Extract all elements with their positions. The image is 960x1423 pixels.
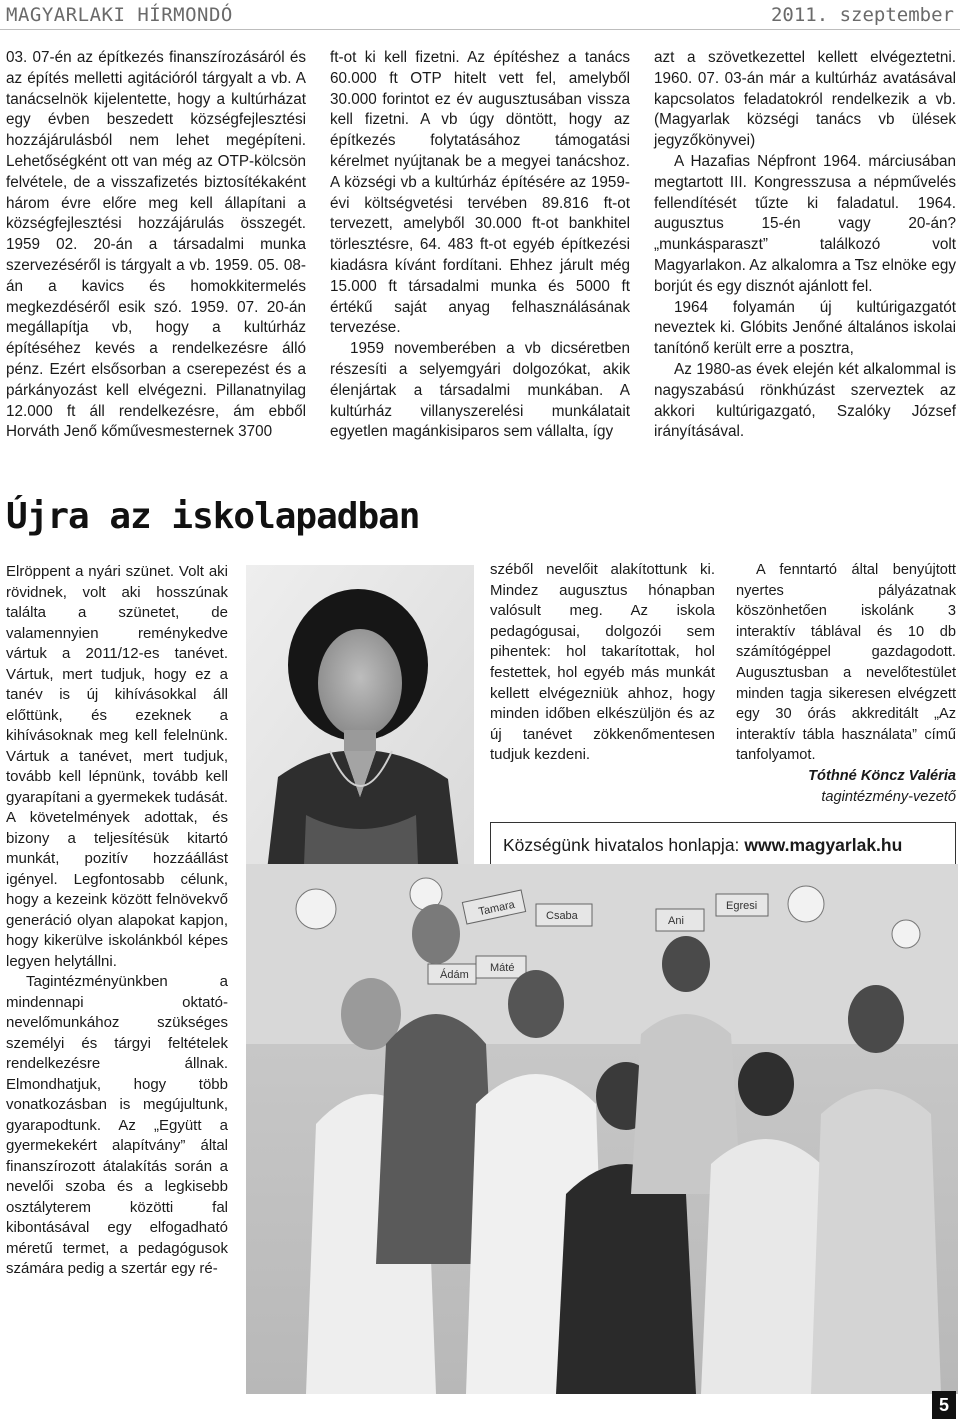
page-number: 5 — [932, 1391, 956, 1419]
author-name: Tóthné Köncz Valéria — [808, 767, 956, 784]
paragraph: azt a szövetkezettel kellett elvégeztetni. 1960. 07. 03-án már a kultúrház avatásával kapcsolatos feladatokról rendelkezik a vb. (Magyarlak községi tanács vb ülések jegyzőkönyvei) — [654, 49, 956, 150]
website-link[interactable]: www.magyarlak.hu — [744, 834, 903, 855]
header-divider — [0, 29, 960, 30]
paragraph: Tagintézményünkben a mindennapi oktató-nevelőmunkához szükséges személyi és tárgyi feltételek rendelkezésre állnak. Elmondhatjuk, hogy több vonatkozásban is megújultunk, gyarapodtunk. Az „Együtt a gyermekekért alapítvány” által finanszírozott átalakítás során a nevelői szoba és a legkisebb osztályterem közötti fal kibontásával egy elfogadható méretű termet, a pedagógusok számára pedig a szertár egy ré- — [6, 973, 228, 1277]
photo-label: Tamara — [477, 898, 516, 919]
photo-label: Ádám — [440, 969, 469, 981]
photo-label: Egresi — [726, 900, 758, 912]
newspaper-title: MAGYARLAKI HÍRMONDÓ — [6, 4, 233, 26]
paragraph: A Hazafias Népfront 1964. márciusában megtartott III. Kongresszusa a népművelés fellendítését tűzte ki faladatul. 1964. augusztus 15-én vagy 20-án? „munkásparaszt” találkozó volt Magyarlakon. Az alkalomra a Tsz elnöke egy borjút és egy disznót ajánlott fel. — [654, 152, 956, 295]
school-article-column-2 — [490, 560, 715, 766]
paragraph: széből nevelőit alakítottunk ki. Mindez augusztus hónapban valósult meg. Az iskola pedagógusai, dolgozói sem pihentek: hol takarítottak, hol festettek, hol egyéb más munkát kellett elvégezniük ahhoz, hogy minden időben elkészüljön és az új tanévet zökkenőmentesen tudjuk kezdeni. — [490, 561, 715, 764]
paragraph: ft-ot ki kell fizetni. Az építéshez a tanács 60.000 ft OTP hitelt vett fel, amelyből 30.000 forintot ez év augusztusában vissza kell fizetni. A vb úgy döntött, hogy az építkezés folytatásához támogatási kérelmet nyújtanak be a megyei tanácshoz. A községi vb a kultúrház építésére az 1959-évi költségvetési tervében 89.816 ft-ot tervezett, amelyből 30.000 ft-ot bankhitel törlesztésre, 64. 483 ft-ot egyéb építkezési kiadásra kívánt fordítani. Ehhez járult még 15.000 ft társadalmi munka és 5000 ft értékű saját anyag felhasználásának tervezése. — [330, 49, 630, 337]
paragraph: 1959 novemberében a vb dicséretben részesíti a selyemgyári dolgozókat, akik élenjártak a társadalmi munkában. A kultúrház villanyszerelési munkálatait egyetlen magánkisiparos sem vállalta, így — [330, 340, 630, 441]
section-title: Újra az iskolapadban — [6, 496, 420, 537]
website-banner — [490, 822, 956, 868]
school-article-column-1 — [6, 562, 228, 1280]
portrait-photo — [246, 565, 474, 879]
paragraph: 1964 folyamán új kultúrigazgatót neveztek ki. Glóbits Jenőné általános iskolai tanítónő került erre a posztra, — [654, 298, 956, 358]
article-column-3 — [654, 48, 956, 443]
article-column-1 — [6, 48, 306, 443]
group-photo — [246, 864, 958, 1394]
school-article-column-3 — [736, 560, 956, 807]
paragraph: A fenntartó által benyújtott nyertes pályázatnak köszönhetően iskolánk 3 interaktív táblával és 10 db számítógéppel gazdagodott. Augusztusban a nevelőtestület minden tagja sikeresen elvégzett egy 30 órás akkreditált „Az interaktív tábla használata” című tanfolyamot. — [736, 562, 956, 764]
photo-label: Máté — [490, 962, 515, 974]
photo-label: Ani — [668, 915, 684, 927]
issue-date: 2011. szeptember — [770, 4, 954, 26]
paragraph: 03. 07-én az építkezés finanszírozásáról és az építés melletti agitációról tárgyalt a vb. A tanácselnök kijelentette, hogy a kultúrházat egy évben beszedett községfejlesztési hozzájárulásból nem lehet megépíteni. Lehetőségként ott van még az OTP-kölcsön felvétele, de a visszafizetés biztosítékaként három évre előre meg kell állapítani a községfejlesztési hozzájárulás összegét. 1959 02. 20-án a társadalmi munka szervezéséről is tárgyalt a vb. 1959. 05. 08-án a kavics és homokkitermelés megkezdéséről esik szó. 1959. 07. 20-án megállapítja vb, hogy a kultúrház építéséhez kevés a rendelkezésre álló pénz. Ezért elsősorban a cserepezést és a párkányozást kell elvégezni. Pillanatnyilag 12.000 ft áll rendelkezésre, ám ebből Horváth Jenő kőművesmesternek 3700 — [6, 49, 306, 441]
photo-label: Csaba — [546, 910, 578, 922]
article-column-2 — [330, 48, 630, 443]
website-label: Községünk hivatalos honlapja: — [503, 834, 740, 855]
paragraph: Elröppent a nyári szünet. Volt aki rövidnek, volt aki hosszúnak találta a szünetet, de valamennyien reménykedve vártuk a 2011/12-es tanévet. Vártuk, mert tudjuk, hogy ez a tanév is új kihívásokkal áll előttünk, és ezeknek a kihívásoknak meg kell felelnünk. Vártuk a tanévet, mert tudjuk, tovább kell lépnünk, tovább kell gyarapítani a gyermekek tudását. A követelmények adottak, és bizony a teljesítésük kitartó munkát, pozitív hozzáállást igényel. Legfontosabb célunk, hogy a kezeink között felnövekvő generáció olyan alapokat kapjon, hogy kikerülve iskolánkból képes legyen helytállni. — [6, 563, 228, 970]
author-role: tagintézmény-vezető — [821, 788, 956, 805]
paragraph: Az 1980-as évek elején két alkalommal is nagyszabású rönkhúzást szerveztek az akkori kultúrigazgató, Szalóky József irányításával. — [654, 360, 956, 441]
